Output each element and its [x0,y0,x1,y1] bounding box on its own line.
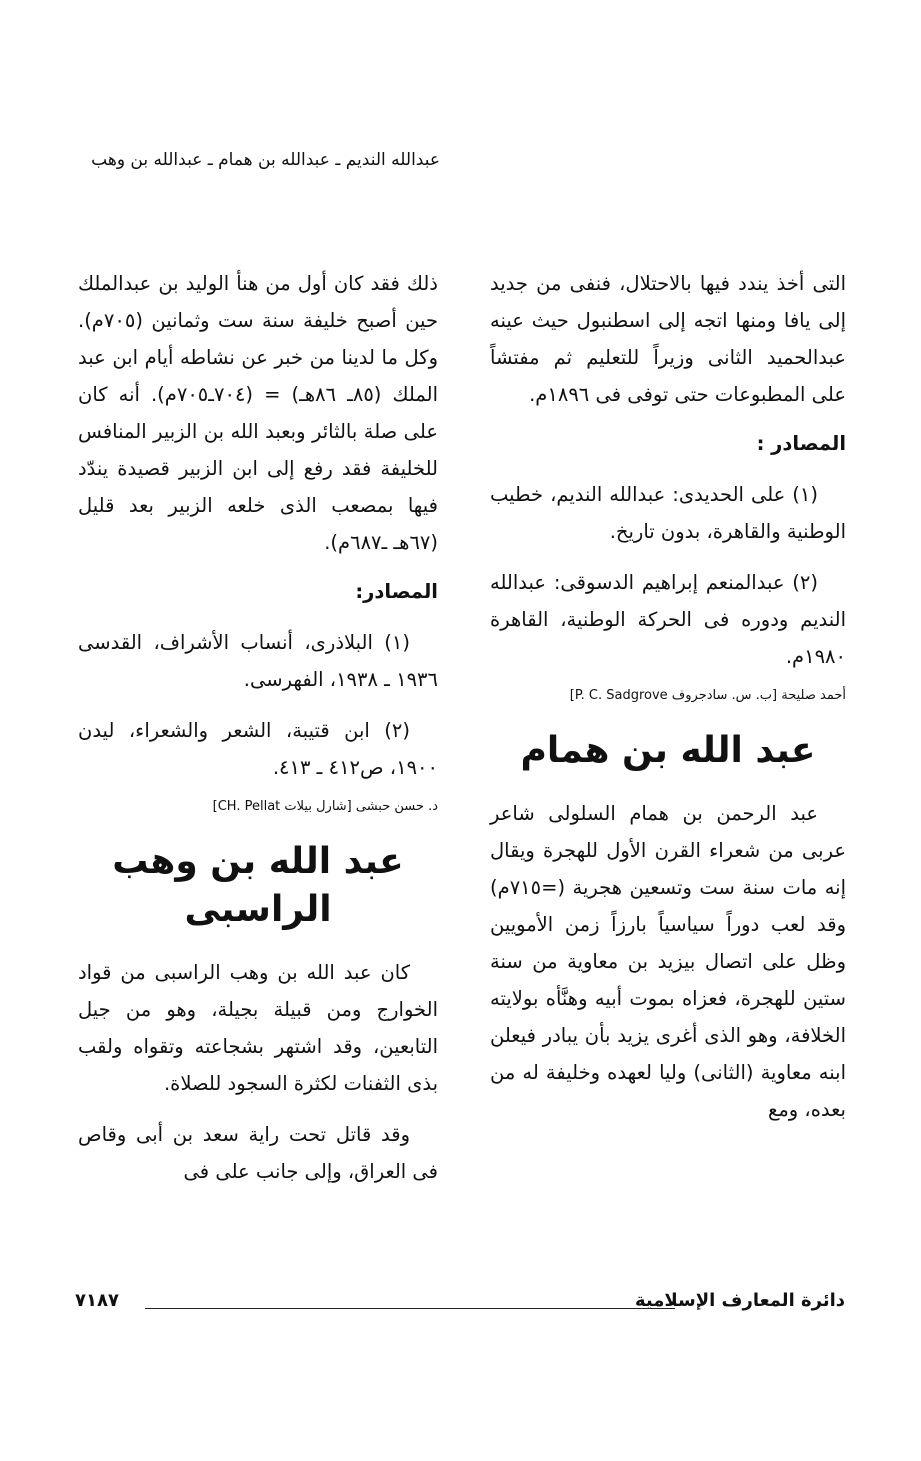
right-source-1: (١) على الحديدى: عبدالله النديم، خطيب الوطنية والقاهرة، بدون تاريخ. [490,483,846,543]
footer-rule [145,1308,675,1309]
right-intro-paragraph: التى أخذ يندد فيها بالاحتلال، فنفى من جديد إلى يافا ومنها اتجه إلى اسطنبول حيث عينه عبدالحميد الثانى وزيراً للتعليم ثم مفتشاً على المطبوعات حتى توفى فى ١٨٩٦م. [490,272,846,406]
left-source-1: (١) البلاذرى، أنساب الأشراف، القدسى ١٩٣٦ ـ ١٩٣٨، الفهرسى. [78,631,438,691]
left-intro-paragraph: ذلك فقد كان أول من هنأ الوليد بن عبدالملك حين أصبح خليفة سنة ست وثمانين (٧٠٥م). وكل ما لدينا من خبر عن نشاطه أيام ابن عبد الملك (٨٥ـ ٨٦هـ) = (٧٠٤ـ٧٠٥م). أنه كان على صلة بالثائر وبعبد الله بن الزبير المنافس للخليفة فقد رفع إلى ابن الزبير قصيدة يندّد فيها بمصعب الذى خلعه الزبير بعد قليل (٦٧هـ ـ٦٨٧م). [78,272,438,554]
right-source-2: (٢) عبدالمنعم إبراهيم الدسوقى: عبدالله النديم ودوره فى الحركة الوطنية، القاهرة ١٩٨٠م. [490,571,846,668]
left-entry-paragraph-1: كان عبد الله بن وهب الراسبى من قواد الخوارج ومن قبيلة بجيلة، وهو من جيل التابعين، وقد اشتهر بشجاعته وتقواه ولقب بذى الثفنات لكثرة السجود للصلاة. [78,961,438,1095]
right-sources-heading: المصادر : [756,432,846,455]
left-entry-paragraph-2: وقد قاتل تحت راية سعد بن أبى وقاص فى العراق، وإلى جانب على فى [78,1123,438,1183]
left-source-2: (٢) ابن قتيبة، الشعر والشعراء، ليدن ١٩٠٠، ص٤١٢ ـ ٤١٣. [78,719,438,779]
page-number: ٧١٨٧ [75,1290,119,1311]
left-attribution: د. حسن حبشى [شارل بيلات CH. Pellat] [212,799,438,814]
page-footer [75,1290,845,1320]
publication-name: دائرة المعارف الإسلامية [634,1290,845,1311]
right-attribution: أحمد صليحة [ب. س. سادجروف P. C. Sadgrove] [569,688,846,703]
right-column [490,265,846,1128]
entry-title-ibn-hammam: عبد الله بن همام [520,730,816,771]
left-column [78,265,438,1190]
left-sources-heading: المصادر: [355,580,438,603]
running-header: عبدالله النديم ـ عبدالله بن همام ـ عبدالله بن وهب [91,150,440,170]
right-entry-paragraph: عبد الرحمن بن همام السلولى شاعر عربى من شعراء القرن الأول للهجرة ويقال إنه مات سنة ست وتسعين هجرية (=٧١٥م) وقد لعب دوراً سياسياً بارزاً زمن الأمويين وظل على اتصال بيزيد بن معاوية من سنة ستين للهجرة، فعزاه بموت أبيه وهنَّأه بولايته الخلافة، وهو الذى أغرى يزيد بأن يبادر فيعلن ابنه معاوية (الثانى) وليا لعهده وخليفة له من بعده، ومع [490,802,846,1121]
entry-title-ibn-wahb: عبد الله بن وهب الراسبى [112,841,404,930]
